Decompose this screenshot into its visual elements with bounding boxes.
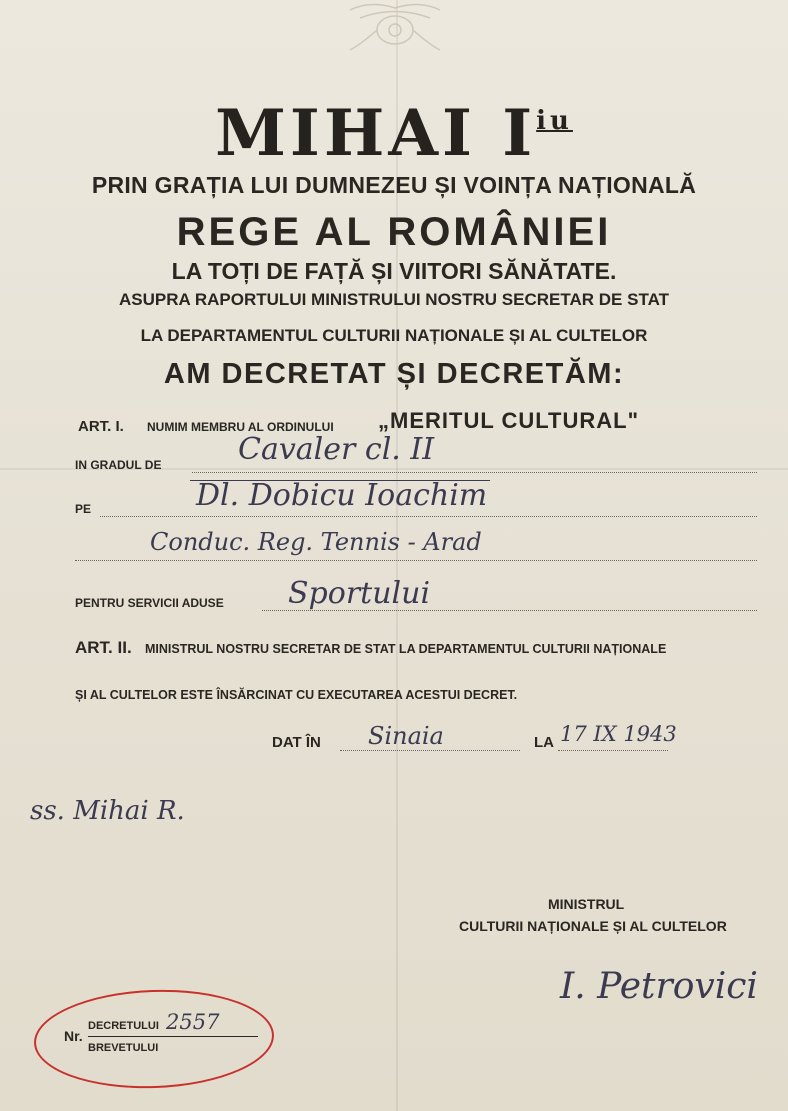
brevet-label: BREVETULUI xyxy=(88,1042,159,1054)
minister-signature: I. Petrovici xyxy=(560,966,758,1007)
art1-label: ART. I. xyxy=(78,418,124,435)
header-line-greeting: LA TOȚI DE FAȚĂ ȘI VIITORI SĂNĂTATE. xyxy=(171,258,617,284)
header-line-department: LA DEPARTAMENTUL CULTURII NAȚIONALE ȘI AL CULTELOR xyxy=(140,326,648,345)
pe-dotted-line xyxy=(100,516,757,517)
art2-label: ART. II. xyxy=(75,638,132,657)
minister-title: MINISTRUL xyxy=(548,896,625,912)
grade-label: IN GRADUL DE xyxy=(75,458,162,472)
header-line-decreed: AM DECRETAT ȘI DECRETĂM: xyxy=(163,358,625,390)
royal-signature: ss. Mihai R. xyxy=(30,796,185,826)
number-divider-line xyxy=(88,1036,258,1037)
services-value-handwritten: Sportului xyxy=(288,576,431,611)
art2-text-line2: ȘI AL CULTELOR ESTE ÎNSĂRCINAT CU EXECUTAREA ACESTUI DECRET. xyxy=(75,688,518,702)
nr-label: Nr. xyxy=(64,1028,83,1044)
header-line-grace: PRIN GRAȚIA LUI DUMNEZEU ȘI VOINȚA NAȚIONALĂ xyxy=(91,172,697,198)
header-line-king-of-romania: REGE AL ROMÂNIEI xyxy=(176,210,612,254)
person-role-handwritten: Conduc. Reg. Tennis - Arad xyxy=(150,528,482,556)
place-handwritten: Sinaia xyxy=(368,722,444,750)
title-suffix: iu xyxy=(536,106,573,136)
person-name-handwritten: Dl. Dobicu Ioachim xyxy=(196,478,488,513)
grade-value-handwritten: Cavaler cl. II xyxy=(238,432,435,467)
date-handwritten: 17 IX 1943 xyxy=(560,722,677,746)
date-dotted-line xyxy=(558,750,668,751)
art2-text-line1: MINISTRUL NOSTRU SECRETAR DE STAT LA DEPARTAMENTUL CULTURII NAȚIONALE xyxy=(145,642,667,656)
role-dotted-line xyxy=(75,560,757,561)
header-line-report: ASUPRA RAPORTULUI MINISTRULUI NOSTRU SECRETAR DE STAT xyxy=(119,290,669,309)
art1-text: NUMIM MEMBRU AL ORDINULUI xyxy=(147,420,334,434)
person-name-ink-underline xyxy=(190,480,490,481)
decree-number-handwritten: 2557 xyxy=(166,1010,220,1034)
decree-label: DECRETULUI xyxy=(88,1020,159,1032)
pe-label: PE xyxy=(75,502,92,516)
grade-dotted-line xyxy=(192,472,757,473)
la-label: LA xyxy=(534,734,554,751)
minister-department: CULTURII NAȚIONALE ȘI AL CULTELOR xyxy=(459,918,727,934)
title-king-name: MIHAI $I^{iu}$ xyxy=(215,96,573,171)
place-dotted-line xyxy=(340,750,520,751)
services-label: PENTRU SERVICII ADUSE xyxy=(75,596,224,610)
embossed-crest xyxy=(330,0,460,55)
order-name: „MERITUL CULTURAL" xyxy=(378,408,640,433)
dat-label: DAT ÎN xyxy=(272,734,321,751)
